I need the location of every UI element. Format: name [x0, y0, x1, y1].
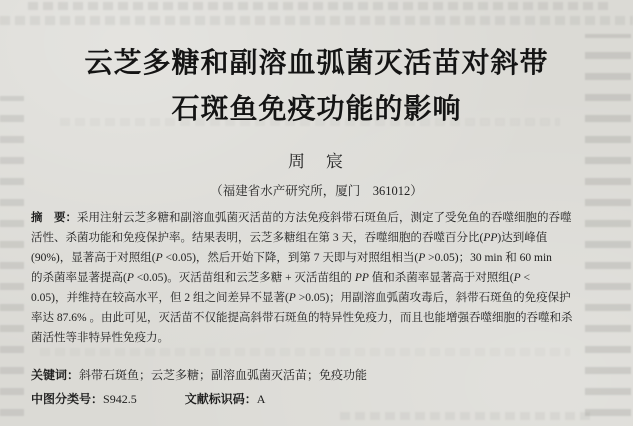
abstract-line: 率达 87.6% 。由此可见，灭活苗不仅能提高斜带石斑鱼的特异性免疫力，而且也能增强吞噬细胞的吞噬和杀 — [31, 312, 573, 324]
affiliation: （福建省水产研究所，厦门 361012） — [210, 184, 423, 198]
paper-title — [0, 40, 633, 132]
clc-value: S942.5 — [103, 392, 137, 406]
keywords-label: 关键词： — [31, 368, 80, 382]
author-name: 周 宸 — [288, 152, 345, 171]
abstract-line: 活性、杀菌功能和免疫保护率。结果表明，云芝多糖组在第 3 天，吞噬细胞的吞噬百分比(PP)达到峰值 — [31, 232, 548, 244]
abstract-line: 菌活性等非特异性免疫力。 — [31, 332, 169, 344]
bleed-through-artifact — [28, 2, 608, 10]
abstract — [31, 208, 583, 348]
doc-code-label: 文献标识码： — [184, 392, 257, 406]
keywords-text: 斜带石斑鱼；云芝多糖；副溶血弧菌灭活苗；免疫功能 — [79, 368, 368, 382]
bleed-through-artifact — [40, 348, 570, 356]
abstract-line: 0.05)，并维持在较高水平，但 2 组之间差异不显著(P >0.05)；用副溶血弧菌攻毒后，斜带石斑鱼的免疫保护 — [31, 292, 571, 304]
clc-label: 中图分类号： — [31, 392, 104, 406]
abstract-line: (90%)，显著高于对照组(P <0.05)，然后开始下降，到第 7 天即与对照组相当(P >0.05)；30 min 和 60 min — [31, 252, 552, 264]
paper-title-line2: 石斑鱼免疫功能的影响 — [171, 93, 462, 124]
classification-line — [31, 390, 591, 407]
bleed-through-artifact — [0, 16, 633, 25]
abstract-line: 摘 要：采用注射云芝多糖和副溶血弧菌灭活苗的方法免疫斜带石斑鱼后，测定了受免鱼的吞噬细胞的吞噬 — [31, 212, 572, 224]
bleed-through-artifact — [340, 412, 590, 420]
paper-title-line1: 云芝多糖和副溶血弧菌灭活苗对斜带 — [84, 47, 549, 78]
doc-code-value: A — [256, 392, 266, 406]
abstract-line: 的杀菌率显著提高(P <0.05)。灭活苗组和云芝多糖 + 灭活苗组的 PP 值和杀菌率显著高于对照组(P < — [31, 272, 530, 284]
bleed-through-artifact — [0, 96, 24, 416]
keywords-line — [31, 366, 591, 383]
